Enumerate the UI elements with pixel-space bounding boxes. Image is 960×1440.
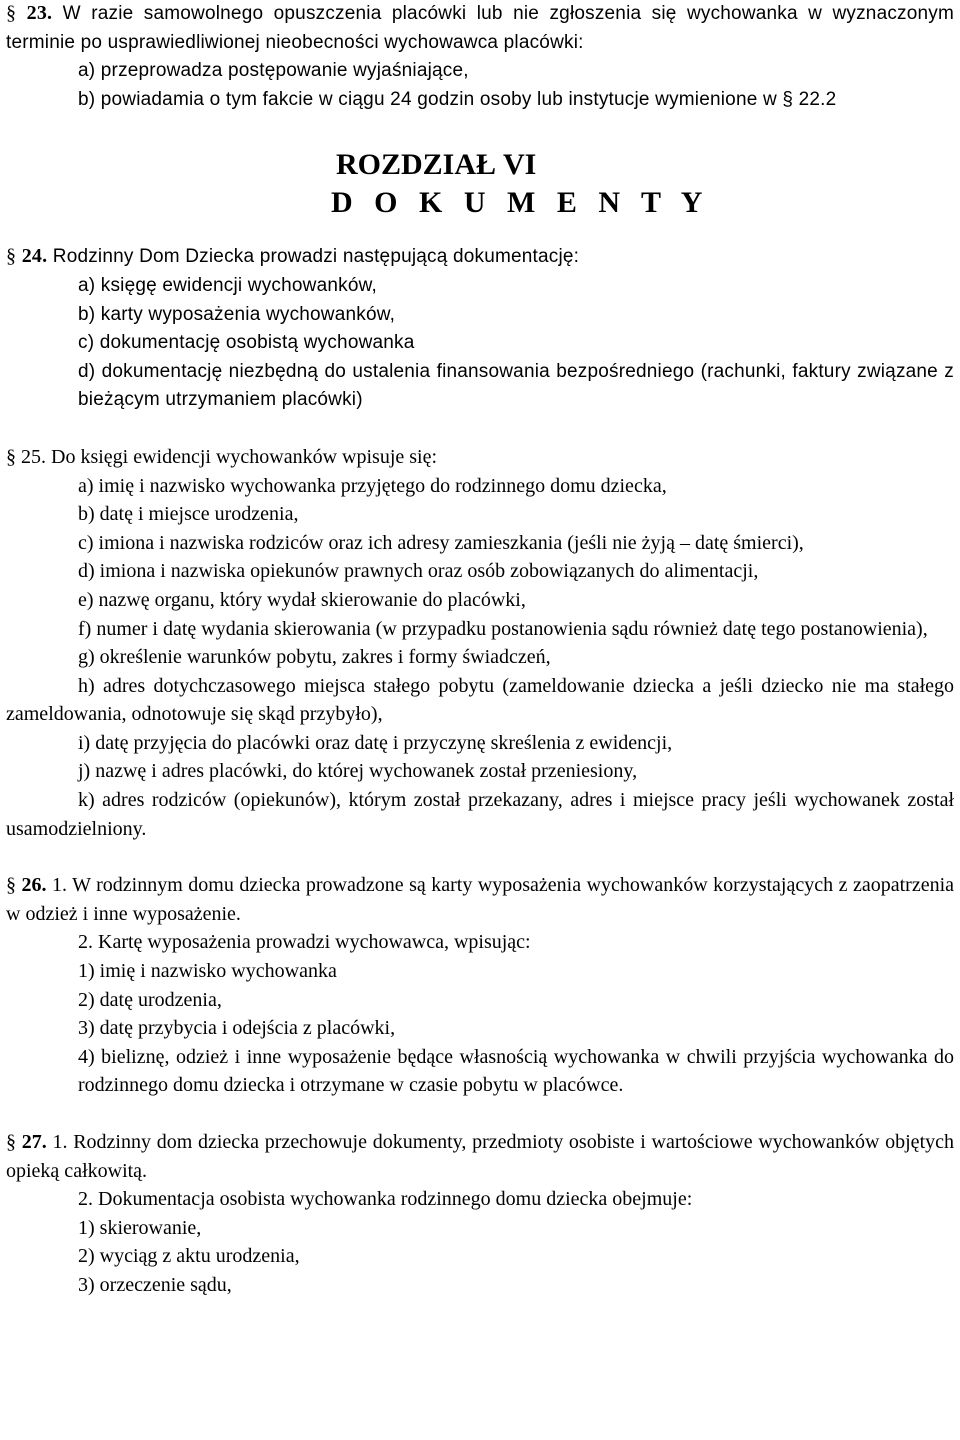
paragraph-text: Do księgi ewidencji wychowanków wpisuje się:: [51, 445, 438, 468]
paragraph-text: 1. W rodzinnym domu dziecka prowadzone są karty wyposażenia wychowanków korzystających z zaopatrzenia w odzież i inne wyposażenie.: [6, 874, 955, 925]
section-sign: §: [6, 2, 17, 24]
paragraph-25-lead: [6, 443, 954, 472]
list-item: 3) datę przybycia i odejścia z placówki,: [78, 1017, 396, 1040]
list-item: a) księgę ewidencji wychowanków,: [78, 274, 377, 296]
list-item: 3) orzeczenie sądu,: [78, 1273, 232, 1296]
list-item: b) powiadamia o tym fakcie w ciągu 24 godzin osoby lub instytucje wymienione w § 22.2: [78, 88, 837, 110]
list-item: 4) bieliznę, odzież i inne wyposażenie będące własnością wychowanka w chwili przyjścia wychowanka do rodzinnego domu dziecka i otrzymane w czasie pobytu w placówce.: [78, 1045, 954, 1097]
paragraph-26-point-2: 2. Kartę wyposażenia prowadzi wychowawca, wpisując:: [78, 931, 531, 954]
list-item: 2) wyciąg z aktu urodzenia,: [78, 1245, 300, 1268]
spacer: [6, 415, 954, 443]
paragraph-text: W razie samowolnego opuszczenia placówki lub nie zgłoszenia się wychowanka w wyznaczonym terminie po usprawiedliwionej nieobecności wychowawca placówki:: [6, 3, 954, 53]
list-item: e) nazwę organu, który wydał skierowanie do placówki,: [78, 588, 526, 611]
section-sign: §: [6, 1131, 16, 1153]
chapter-subtitle: D O K U M E N T Y: [331, 186, 710, 220]
paragraph-26-point-1: [6, 871, 954, 928]
paragraph-27-point-1: [6, 1128, 954, 1185]
paragraph-26: [6, 871, 954, 1100]
paragraph-24-lead: [6, 242, 954, 272]
list-item: a) imię i nazwisko wychowanka przyjętego do rodzinnego domu dziecka,: [78, 474, 667, 497]
section-sign: §: [6, 874, 16, 897]
paragraph-number: 27.: [21, 1131, 47, 1153]
list-item: g) określenie warunków pobytu, zakres i formy świadczeń,: [78, 646, 551, 669]
paragraph-number: 26.: [21, 874, 47, 897]
list-item: k) adres rodziców (opiekunów), którym został przekazany, adres i miejsce pracy jeśli wychowanek został usamodzielniony.: [6, 789, 954, 840]
list-item: 1) skierowanie,: [78, 1216, 202, 1239]
paragraph-23-lead: [6, 0, 954, 57]
paragraph-number: 24.: [21, 245, 48, 268]
spacer: [6, 1100, 954, 1128]
paragraph-text: Rodzinny Dom Dziecka prowadzi następującą dokumentację:: [52, 246, 580, 268]
list-item: c) imiona i nazwiska rodziców oraz ich adresy zamieszkania (jeśli nie żyją – datę śmierci),: [78, 531, 804, 554]
list-item: b) datę i miejsce urodzenia,: [78, 503, 299, 526]
list-item: f) numer i datę wydania skierowania (w przypadku postanowienia sądu również datę tego postanowienia),: [78, 617, 928, 640]
spacer: [6, 843, 954, 871]
paragraph-number: 23.: [26, 2, 53, 24]
paragraph-23: [6, 0, 954, 114]
paragraph-27-point-2: 2. Dokumentacja osobista wychowanka rodzinnego domu dziecka obejmuje:: [78, 1188, 693, 1211]
chapter-heading: [6, 146, 954, 222]
document-page: [6, 0, 954, 1300]
list-item: b) karty wyposażenia wychowanków,: [78, 303, 396, 325]
paragraph-25: [6, 443, 954, 843]
section-sign: §: [6, 445, 16, 468]
list-item: d) imiona i nazwiska opiekunów prawnych oraz osób zobowiązanych do alimentacji,: [78, 560, 759, 583]
section-sign: §: [6, 245, 17, 268]
paragraph-text: 1. Rodzinny dom dziecka przechowuje dokumenty, przedmioty osobiste i wartościowe wychowanków objętych opieką całkowitą.: [6, 1131, 954, 1182]
paragraph-number: 25.: [21, 445, 46, 468]
chapter-title: ROZDZIAŁ VI: [336, 148, 537, 182]
list-item: d) dokumentację niezbędną do ustalenia finansowania bezpośredniego (rachunki, faktury związane z bieżącym utrzymaniem placówki): [78, 360, 954, 411]
list-item: 2) datę urodzenia,: [78, 988, 222, 1011]
list-item: h) adres dotychczasowego miejsca stałego pobytu (zameldowanie dziecka a jeśli dziecko nie ma stałego zameldowania, odnotowuje się skąd przybyło),: [6, 674, 954, 726]
list-item: c) dokumentację osobistą wychowanka: [78, 332, 415, 354]
paragraph-27: [6, 1128, 954, 1300]
list-item: i) datę przyjęcia do placówki oraz datę i przyczynę skreślenia z ewidencji,: [78, 731, 673, 754]
paragraph-24: [6, 242, 954, 415]
list-item: j) nazwę i adres placówki, do której wychowanek został przeniesiony,: [78, 760, 638, 783]
list-item: 1) imię i nazwisko wychowanka: [78, 960, 337, 983]
list-item: a) przeprowadza postępowanie wyjaśniające,: [78, 60, 469, 82]
